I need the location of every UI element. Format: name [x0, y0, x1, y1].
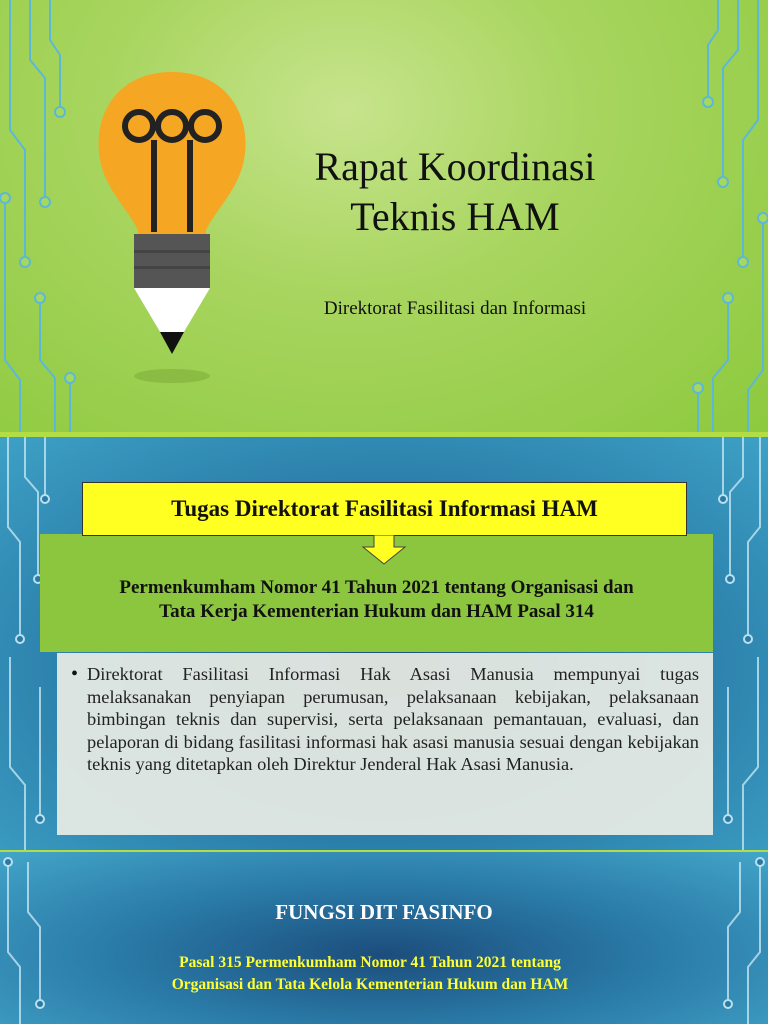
fungsi-title: FUNGSI DIT FASINFO [275, 900, 493, 924]
slide-fungsi [0, 852, 768, 1024]
circuit-decoration-left [0, 852, 60, 1024]
slide-title [0, 0, 768, 437]
pasal-reference [120, 952, 620, 996]
slide-tugas [0, 437, 768, 852]
tugas-description-box [57, 653, 713, 835]
lightbulb-pencil-icon [92, 60, 252, 390]
slide-title-text [250, 142, 660, 242]
pasal-line-1: Pasal 315 Permenkumham Nomor 41 Tahun 2021 tentang [179, 954, 561, 971]
bullet-icon: • [71, 663, 79, 685]
circuit-decoration-right [708, 437, 768, 852]
circuit-decoration-right [678, 0, 768, 437]
circuit-decoration-left [0, 0, 90, 437]
down-arrow-icon [361, 535, 407, 565]
regulation-line-1: Permenkumham Nomor 41 Tahun 2021 tentang Organisasi dan [119, 577, 634, 598]
title-line-2: Teknis HAM [350, 194, 560, 239]
pasal-line-2: Organisasi dan Tata Kelola Kementerian Hukum dan HAM [171, 976, 569, 993]
circuit-decoration-right [708, 852, 768, 1024]
list-item [71, 663, 699, 776]
tugas-header: Tugas Direktorat Fasilitasi Informasi HAM [82, 482, 687, 536]
title-line-1: Rapat Koordinasi [314, 144, 596, 189]
slide-subtitle: Direktorat Fasilitasi dan Informasi [323, 298, 587, 319]
tugas-description-text: Direktorat Fasilitasi Informasi Hak Asasi Manusia mempunyai tugas melaksanakan penyiapan perumusan, pelaksanaan kebijakan, pelaksanaan bimbingan teknis dan supervisi, serta pelaksanaan pemantauan, evaluasi, dan pelaporan di bidang fasilitasi informasi hak asasi manusia sesuai dengan kebijakan teknis yang ditetapkan oleh Direktur Jenderal Hak Asasi Manusia. [87, 664, 699, 775]
regulation-line-2: Tata Kerja Kementerian Hukum dan HAM Pasal 314 [159, 601, 594, 622]
